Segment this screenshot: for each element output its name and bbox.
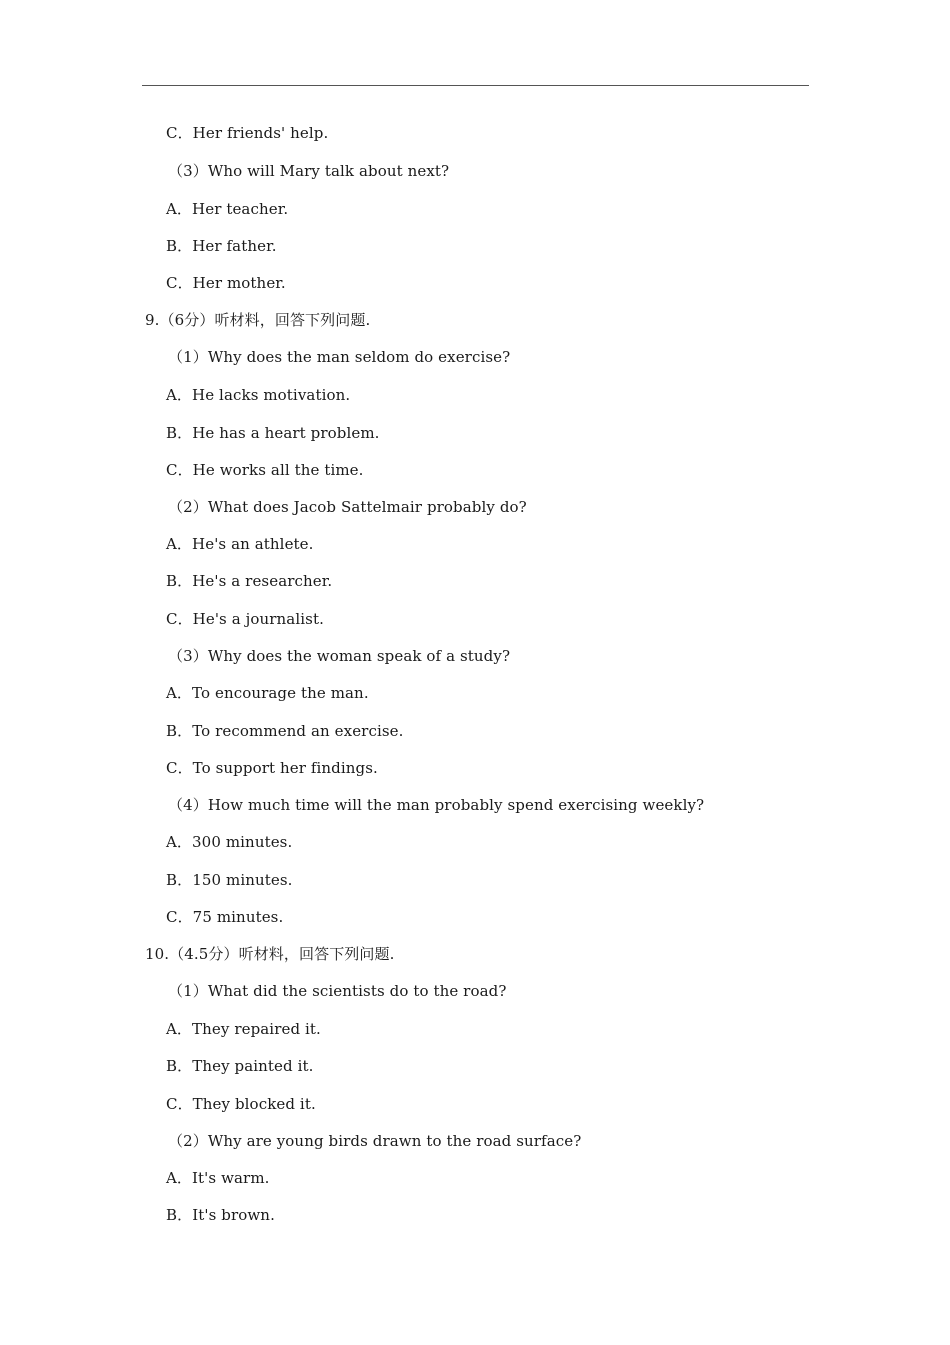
option-b: B．They painted it. xyxy=(166,1057,314,1075)
option-b: B．150 minutes. xyxy=(166,871,293,889)
option-a: A．They repaired it. xyxy=(166,1020,321,1038)
sub-question: （4）How much time will the man probably spend exercising weekly? xyxy=(168,796,705,814)
option-b: B．He has a heart problem. xyxy=(166,424,380,442)
option-b: B．It's brown. xyxy=(166,1206,275,1224)
option-c: C．They blocked it. xyxy=(166,1095,316,1113)
option-c: C．Her mother. xyxy=(166,274,286,292)
option-c: C．To support her findings. xyxy=(166,759,378,777)
option-a: A．It's warm. xyxy=(166,1169,270,1187)
option-a: A．Her teacher. xyxy=(166,200,289,218)
option-a: A．He's an athlete. xyxy=(166,535,314,553)
sub-question: （2）What does Jacob Sattelmair probably do? xyxy=(168,498,527,516)
option-b: B．Her father. xyxy=(166,237,277,255)
option-b: B．He's a researcher. xyxy=(166,572,333,590)
sub-question: （3）Why does the woman speak of a study? xyxy=(168,647,511,665)
sub-question: （3）Who will Mary talk about next? xyxy=(168,162,450,180)
sub-question: （1）What did the scientists do to the road? xyxy=(168,982,507,1000)
option-c: C．He's a journalist. xyxy=(166,610,324,628)
option-a: A．He lacks motivation. xyxy=(166,386,351,404)
header-rule xyxy=(142,85,809,86)
sub-question: （2）Why are young birds drawn to the road surface? xyxy=(168,1132,582,1150)
option-c: C．75 minutes. xyxy=(166,908,284,926)
option-c: C．Her friends' help. xyxy=(166,124,329,142)
option-c: C．He works all the time. xyxy=(166,461,364,479)
sub-question: （1）Why does the man seldom do exercise? xyxy=(168,348,511,366)
option-a: A．To encourage the man. xyxy=(166,684,369,702)
option-a: A．300 minutes. xyxy=(166,833,293,851)
question-heading: 9.（6分）听材料，回答下列问题. xyxy=(145,311,371,329)
option-b: B．To recommend an exercise. xyxy=(166,722,404,740)
question-heading: 10.（4.5分）听材料，回答下列问题. xyxy=(145,945,395,963)
